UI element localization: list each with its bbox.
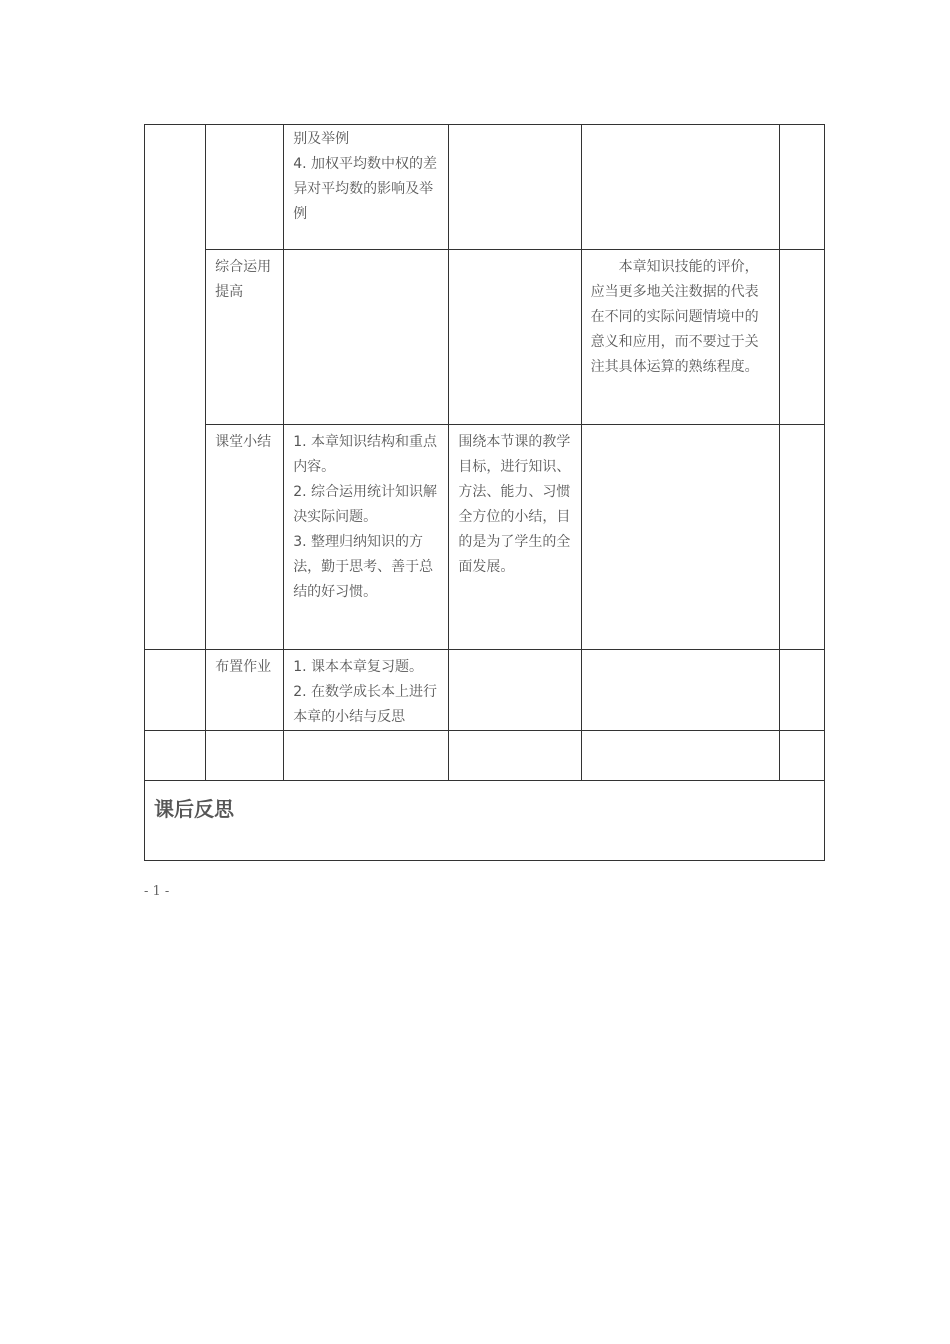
page-number: - 1 -: [144, 884, 170, 899]
content-line: 3. 整理归纳知识的方法，勤于思考、善于总结的好习惯。: [293, 534, 434, 600]
stage-cell: 布置作业: [206, 650, 284, 731]
evaluation-cell: [581, 125, 779, 250]
table-row: [145, 250, 825, 425]
content-cell: [284, 425, 449, 650]
evaluation-cell: [581, 425, 779, 650]
empty-cell: [145, 731, 206, 781]
empty-cell: [449, 731, 581, 781]
intent-cell: [449, 125, 581, 250]
content-cell: [284, 650, 449, 731]
content-line: 2. 在数学成长本上进行本章的小结与反思: [293, 684, 437, 725]
content-line: 1. 本章知识结构和重点内容。: [293, 434, 437, 475]
content-cell: [284, 125, 449, 250]
lesson-plan-table: [144, 124, 825, 861]
content-cell: [284, 250, 449, 425]
stage-cell: 课堂小结: [206, 425, 284, 650]
table-row: [145, 425, 825, 650]
extra-cell: [779, 650, 824, 731]
intent-cell: 围绕本节课的教学目标，进行知识、方法、能力、习惯全方位的小结，目的是为了学生的全面发展。: [449, 425, 581, 650]
extra-cell: [779, 425, 824, 650]
empty-cell: [581, 731, 779, 781]
content-line: 4. 加权平均数中权的差异对平均数的影响及举例: [293, 156, 437, 222]
reflection-cell: [145, 781, 825, 861]
empty-cell: [284, 731, 449, 781]
phase-cell: [145, 650, 206, 731]
extra-cell: [779, 250, 824, 425]
reflection-row: [145, 781, 825, 861]
evaluation-cell: 本章知识技能的评价，应当更多地关注数据的代表在不同的实际问题情境中的意义和应用，而不要过于关注其具体运算的熟练程度。: [581, 250, 779, 425]
empty-cell: [779, 731, 824, 781]
table-row: [145, 125, 825, 250]
evaluation-cell: [581, 650, 779, 731]
stage-cell: [206, 125, 284, 250]
phase-cell: [145, 125, 206, 650]
table-row: [145, 650, 825, 731]
content-line: 1. 课本本章复习题。: [293, 659, 423, 675]
content-line: 别及举例: [293, 131, 350, 147]
intent-cell: [449, 250, 581, 425]
intent-cell: [449, 650, 581, 731]
reflection-label: 课后反思: [154, 797, 234, 821]
content-line: 2. 综合运用统计知识解决实际问题。: [293, 484, 437, 525]
extra-cell: [779, 125, 824, 250]
empty-cell: [206, 731, 284, 781]
table-row: [145, 731, 825, 781]
stage-cell: 综合运用提高: [206, 250, 284, 425]
